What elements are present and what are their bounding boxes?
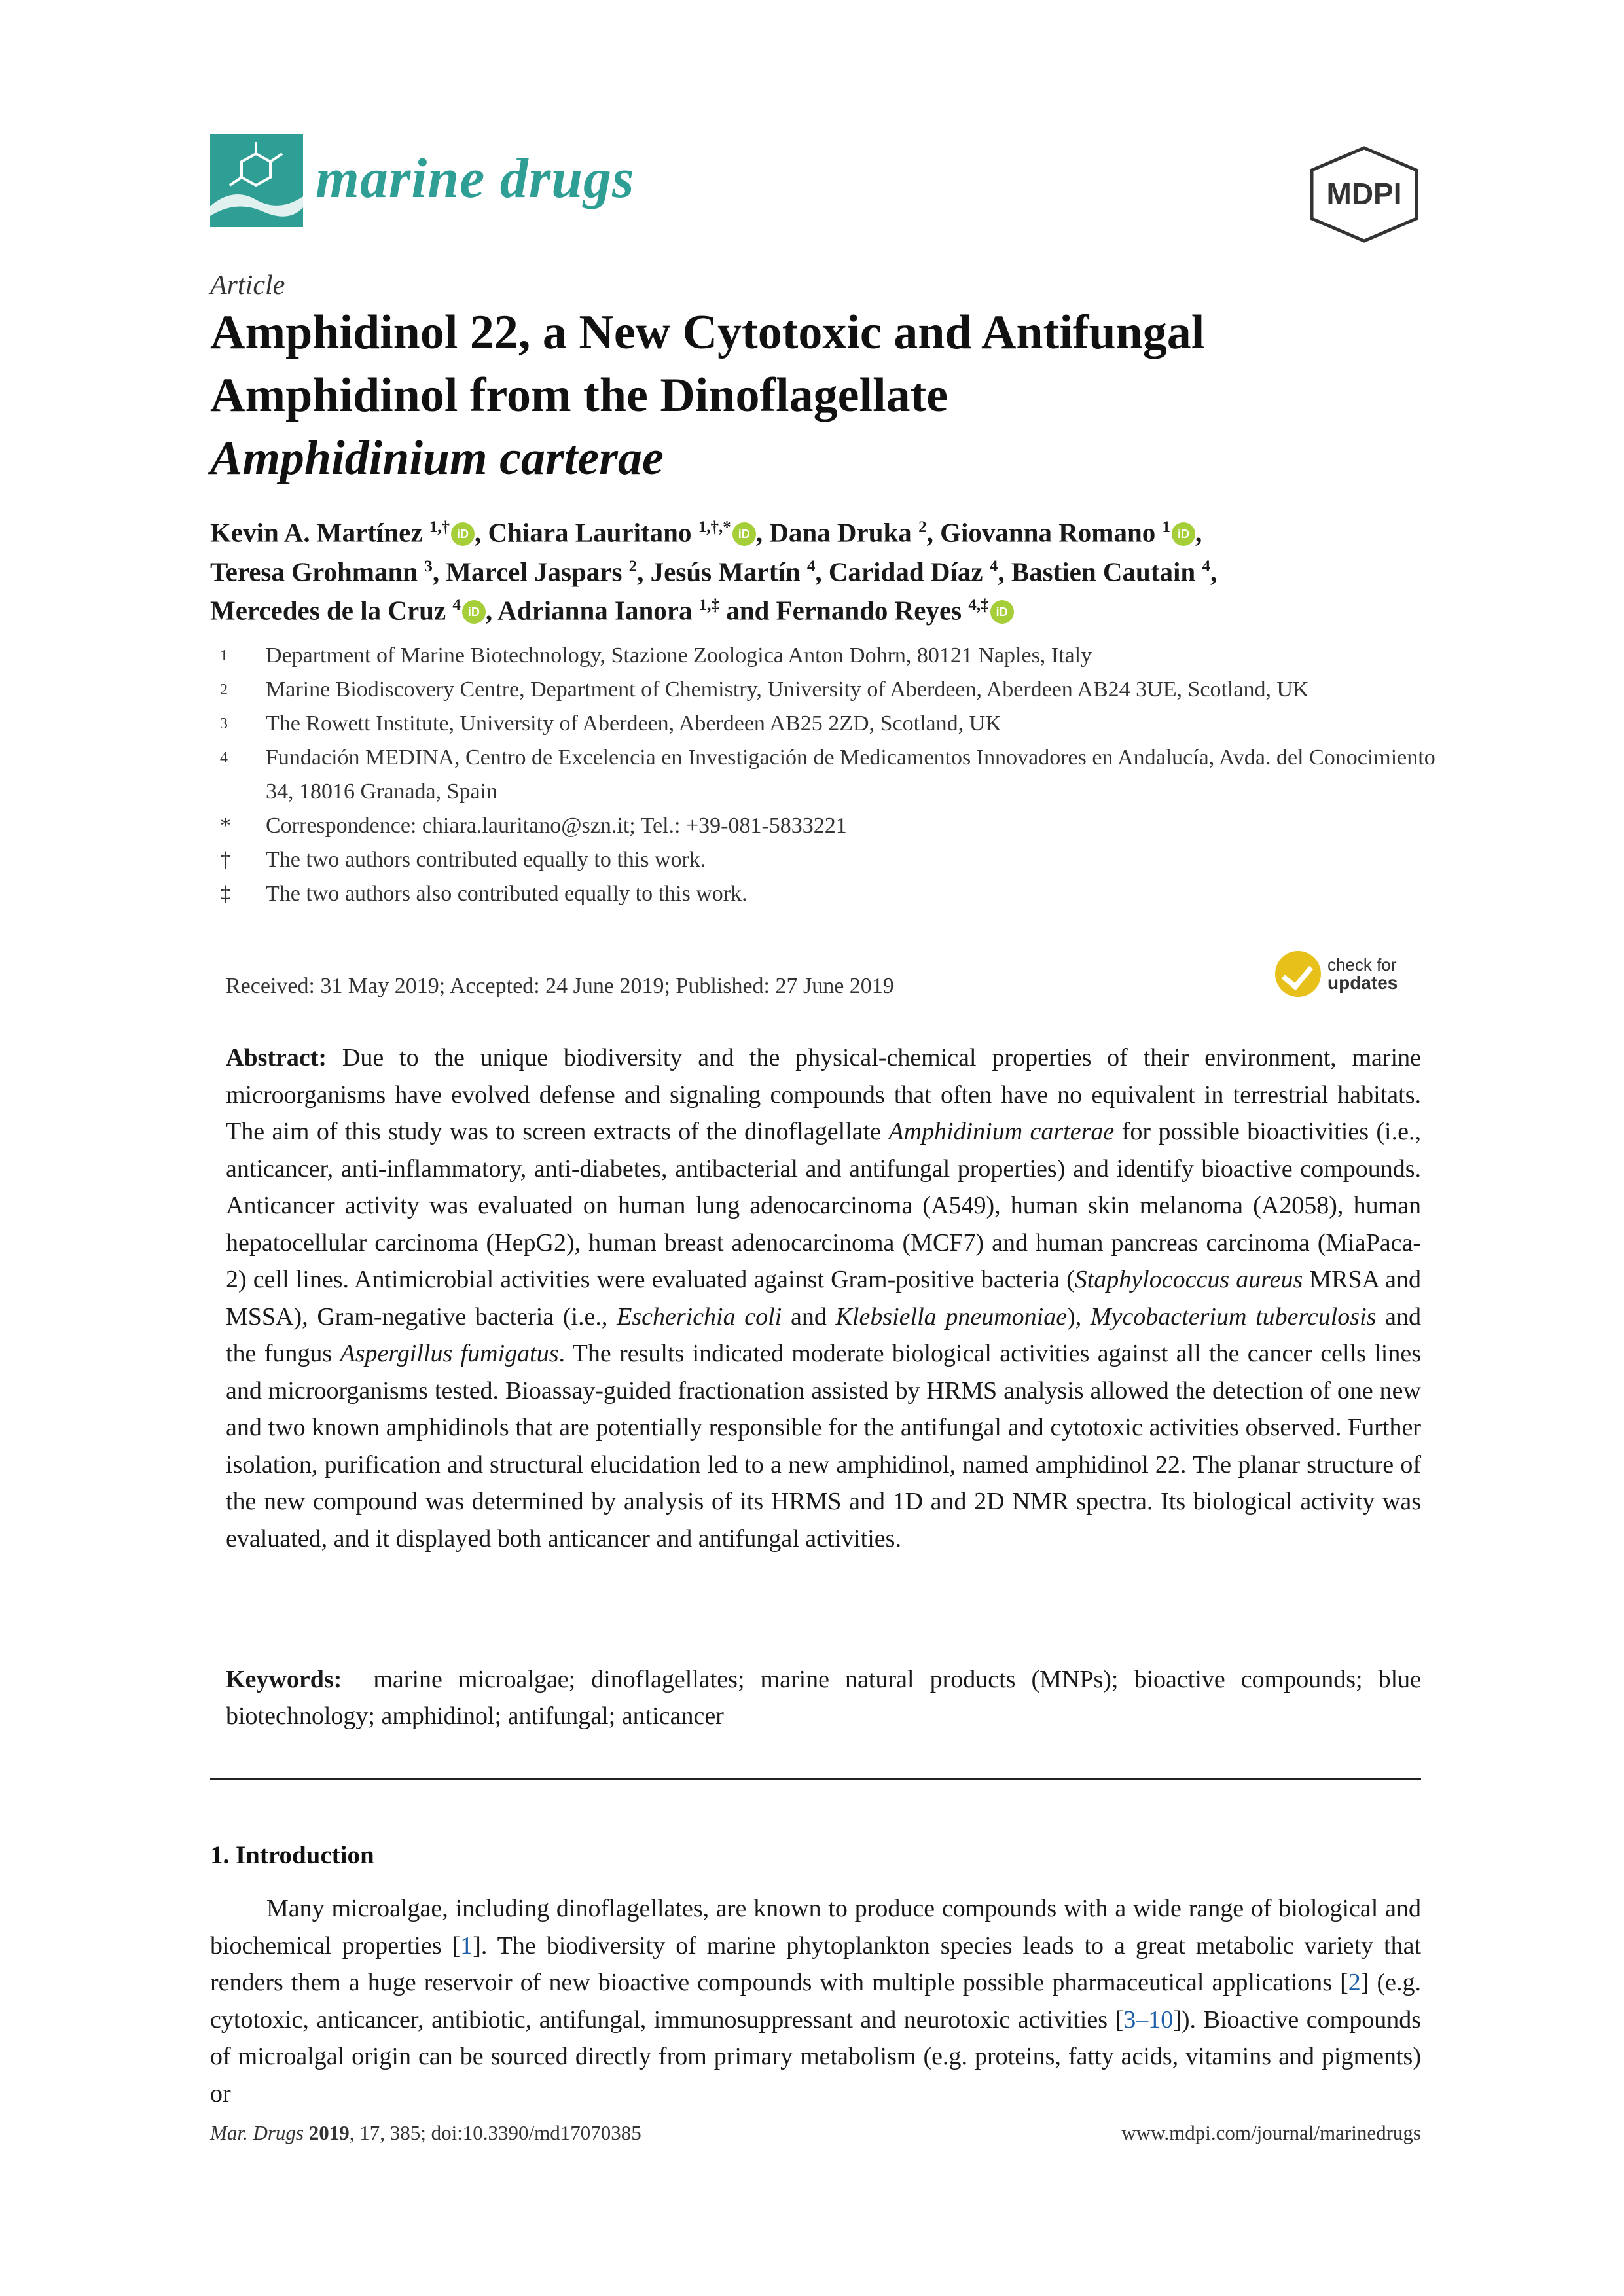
affiliation-mark: 1 (220, 647, 228, 664)
body-text: ]). Bioactive compounds of microalgal origin can be sourced directly from primary metabolism (e.g. proteins, fatty acids, vitamins and pigments) or (210, 2005, 1421, 2108)
affiliation-text: Fundación MEDINA, Centro de Excelencia en Investigación de Medicamentos Innovadores en Andalucía, Avda. del Conocimiento 34, 18016 Granada, Spain (266, 745, 1435, 804)
author-affil-mark: 4 (1202, 557, 1210, 575)
affiliation-mark: 3 (220, 715, 228, 732)
abstract-label: Abstract: (226, 1044, 327, 1071)
footer-journal: Mar. Drugs (210, 2121, 304, 2144)
author-name[interactable]: Fernando Reyes (776, 595, 962, 626)
abstract-text: Due to the unique biodiversity and the physical-chemical properties of their environment, marine microorganisms have evolved defense and signaling compounds that often have no equivalent in terrestrial habitats. The aim of this study was to screen extracts of the dinoflagellate (226, 1044, 1421, 1145)
affiliation-mark: 4 (220, 749, 228, 766)
molecule-icon (210, 134, 303, 227)
abstract-text: for possible bioactivities (i.e., anticancer, anti-inflammatory, anti-diabetes, antibacterial and antifungal properties) and identify bioactive compounds. Anticancer activity was evaluated on human lung adenocarcinoma (A549), human skin melanoma (A2058), human hepatocellular carcinoma (HepG2), human breast adenocarcinoma (MCF7) and human pancreas carcinoma (MiaPaca-2) cell lines. Antimicrobial activities were evaluated against Gram-positive bacteria ( (226, 1118, 1421, 1293)
affiliation-text: Marine Biodiscovery Centre, Department of Chemistry, University of Aberdeen, Aberdeen AB24 3UE, Scotland, UK (266, 677, 1309, 702)
species-name: Amphidinium carterae (888, 1118, 1115, 1145)
title-line-2: Amphidinol from the Dinoflagellate (210, 368, 948, 422)
species-name: Aspergillus fumigatus (340, 1340, 559, 1367)
affiliation-text: The two authors contributed equally to this work. (266, 848, 706, 872)
author-name[interactable]: Caridad Díaz (828, 556, 983, 587)
check-for-updates-badge[interactable] (1275, 948, 1426, 1000)
abstract (226, 1039, 1421, 1557)
affiliation-item (220, 877, 1451, 911)
author-affil-mark: 1 (1162, 518, 1171, 536)
affiliation-item (220, 843, 1451, 877)
citation-range-dash: – (1136, 2005, 1149, 2034)
footer-year: 2019 (308, 2121, 350, 2144)
species-name: Mycobacterium tuberculosis (1090, 1302, 1377, 1331)
orcid-icon[interactable]: iD (451, 522, 475, 546)
species-name: Klebsiella pneumoniae (835, 1302, 1068, 1331)
author-name[interactable]: Kevin A. Martínez (210, 517, 423, 548)
introduction-paragraph (210, 1890, 1421, 2112)
article-type: Article (210, 270, 285, 300)
orcid-icon[interactable]: iD (1172, 522, 1195, 546)
affiliation-text: The two authors also contributed equally to this work. (266, 882, 748, 906)
body-text: ]. The biodiversity of marine phytoplankton species leads to a great metabolic variety that renders them a huge reservoir of new bioactive compounds with multiple possible pharmaceutical applications [ (210, 1931, 1421, 1996)
author-and: and (726, 595, 770, 626)
publication-dates: Received: 31 May 2019; Accepted: 24 June 2019; Published: 27 June 2019 (226, 974, 894, 998)
body-text: ] (e.g. cytotoxic, anticancer, antibiotic, antifungal, immunosuppressant and neurotoxic activities [ (210, 1969, 1421, 2034)
footer-doi[interactable]: , 17, 385; doi:10.3390/md17070385 (349, 2121, 641, 2144)
species-name: Staphylococcus aureus (1074, 1266, 1303, 1293)
keywords (226, 1661, 1421, 1734)
author-name[interactable]: Jesús Martín (650, 556, 801, 587)
mdpi-logo-text: MDPI (1326, 177, 1402, 211)
abstract-text: MRSA and MSSA), Gram-negative bacteria (i.e., (226, 1266, 1421, 1331)
author-affil-mark: 1,‡ (698, 596, 719, 615)
abstract-text: ), (1067, 1302, 1091, 1331)
author-list: Kevin A. Martínez $^{1,\dagger}$ iD , Chiara Lauritano $^{1,\dagger,*}$ iD , Dana Druka $^2$, Giovanna Romano $^1$ iD , Teresa Grohmann $^3$, Marcel Jaspars $^2$, Jesús Martín $^4$, Caridad Díaz $^4$, Bastien Cautain $^4$, Mercedes de la Cruz $^4$ iD , Adrianna Ianora $^{1,\ddagger}$ and Fernando Reyes $^{4,\ddagger}$ iD (210, 517, 1218, 626)
citation-link[interactable]: 10 (1148, 2005, 1174, 2034)
affiliation-item (220, 741, 1451, 809)
affiliation-mark: ‡ (220, 882, 231, 906)
section-divider (210, 1778, 1421, 1780)
keywords-text: marine microalgae; dinoflagellates; marine natural products (MNPs); bioactive compounds; blue biotechnology; amphidinol; antifungal; anticancer (226, 1666, 1421, 1730)
body-text: Many microalgae, including dinoflagellates, are known to produce compounds with a wide range of biological and biochemical properties [ (210, 1895, 1421, 1960)
affiliation-item (220, 673, 1451, 707)
author-name[interactable]: Giovanna Romano (940, 517, 1156, 548)
author-affil-mark: 2 (628, 557, 638, 575)
author-name[interactable]: Chiara Lauritano (488, 517, 692, 548)
abstract-text: . The results indicated moderate biological activities against all the cancer cells lines and microorganisms tested. Bioassay-guided fractionation assisted by HRMS analysis allowed the detection of one new and two known amphidinols that are potentially responsible for the antifungal and cytotoxic activities observed. Further isolation, purification and structural elucidation led to a new amphidinol, named amphidinol 22. The planar structure of the new compound was determined by analysis of its HRMS and 1D and 2D NMR spectra. Its biological activity was evaluated, and it displayed both anticancer and antifungal activities. (226, 1340, 1421, 1552)
author-affil-mark: 2 (918, 518, 927, 536)
footer-url[interactable]: www.mdpi.com/journal/marinedrugs (1121, 2121, 1421, 2144)
author-affil-mark: 3 (424, 557, 433, 575)
citation-link[interactable]: 3 (1123, 2005, 1136, 2034)
affiliation-text: Department of Marine Biotechnology, Stazione Zoologica Anton Dohrn, 80121 Naples, Italy (266, 643, 1092, 668)
orcid-icon[interactable]: iD (462, 600, 486, 624)
species-name: Escherichia coli (617, 1302, 782, 1331)
check-line-1: check for (1327, 955, 1397, 975)
author-affil-mark: 4 (989, 557, 998, 575)
orcid-icon[interactable]: iD (732, 522, 756, 546)
check-for-updates-label (1327, 956, 1398, 992)
keywords-label: Keywords: (226, 1666, 342, 1693)
author-affil-mark: 4 (806, 557, 816, 575)
mdpi-logo[interactable] (1307, 145, 1421, 243)
checkmark-icon (1275, 951, 1321, 997)
section-heading: 1. Introduction (210, 1841, 374, 1869)
affiliation-item (220, 707, 1451, 741)
correspondence-text[interactable]: Correspondence: chiara.lauritano@szn.it; Tel.: +39-081-5833221 (266, 814, 847, 838)
author-affil-mark: 1,† (429, 518, 450, 536)
orcid-icon[interactable]: iD (990, 600, 1014, 624)
author-name[interactable]: Mercedes de la Cruz (210, 595, 446, 626)
affiliation-mark: † (220, 848, 231, 872)
abstract-text: and the fungus (226, 1302, 1421, 1367)
author-affil-mark: 4,‡ (968, 596, 989, 615)
affiliation-mark: 2 (220, 681, 228, 698)
journal-name[interactable]: marine drugs (316, 147, 635, 209)
author-name[interactable]: Marcel Jaspars (446, 556, 623, 587)
affiliation-list (220, 639, 1451, 911)
author-affil-mark: 1,†,* (698, 518, 731, 536)
author-name[interactable]: Adrianna Ianora (497, 595, 693, 626)
author-name[interactable]: Dana Druka (769, 517, 912, 548)
author-name[interactable]: Bastien Cautain (1011, 556, 1196, 587)
author-name[interactable]: Teresa Grohmann (210, 556, 418, 587)
affiliation-text: The Rowett Institute, University of Aberdeen, Aberdeen AB25 2ZD, Scotland, UK (266, 711, 1001, 736)
affiliation-mark: * (220, 814, 231, 838)
footer-citation (210, 2121, 641, 2145)
citation-link[interactable]: 2 (1348, 1969, 1361, 1996)
affiliation-item (220, 809, 1451, 843)
check-line-2: updates (1327, 973, 1398, 993)
abstract-text: and (782, 1302, 836, 1331)
journal-logo (210, 134, 303, 227)
paper-title (210, 301, 1454, 490)
title-line-3: Amphidinium carterae (210, 431, 664, 485)
citation-link[interactable]: 1 (460, 1931, 473, 1960)
affiliation-item (220, 639, 1451, 673)
title-line-1: Amphidinol 22, a New Cytotoxic and Antifungal (210, 306, 1205, 359)
author-affil-mark: 4 (452, 596, 461, 615)
